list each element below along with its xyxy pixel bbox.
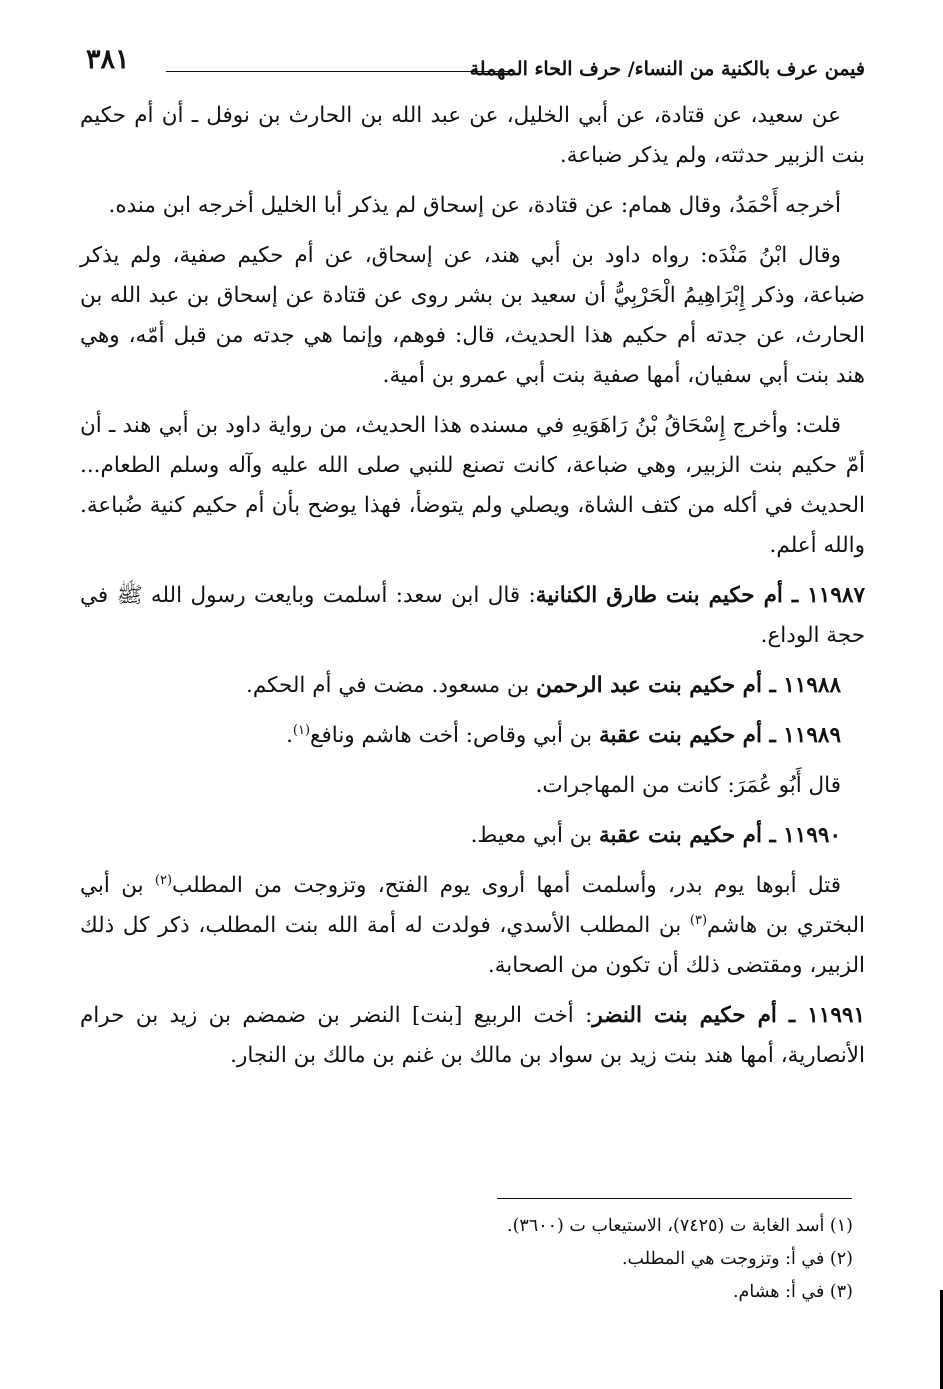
header-rule xyxy=(166,71,513,72)
entry-number: ١١٩٨٨ xyxy=(783,673,841,698)
entry-title: أم حكيم بنت النضر xyxy=(592,1003,777,1028)
paragraph-segment: بن أبي البختري بن هاشم xyxy=(80,873,865,938)
entry-text: بن أبي معيط. xyxy=(470,823,599,848)
entry-number: ١١٩٩١ xyxy=(807,1003,865,1028)
entry-dash: ـ xyxy=(761,723,784,748)
paragraph-segment: قتل أبوها يوم بدر، وأسلمت أمها أروى يوم الفتح، وتزوجت من المطلب xyxy=(172,873,841,898)
footnote: (٢) في أ: وتزوجت هي المطلب. xyxy=(621,1249,853,1269)
paragraph: أخرجه أَحْمَدُ، وقال همام: عن قتادة، عن إسحاق لم يذكر أبا الخليل أخرجه ابن منده. xyxy=(108,193,841,218)
paragraph: وقال ابْنُ مَنْدَه: رواه داود بن أبي هند، عن إسحاق، عن أم حكيم صفية، ولم يذكر ضباعة، وذكر إِبْرَاهِيمُ الْحَرْبِيُّ أن سعيد بن بشر روى عن قتادة عن إسحاق بن عبد الله بن الحارث، عن جدته أم حكيم هذا الحديث، قال: فوهم، وإنما هي جدته من قبل أمّه، وهي هند بنت أبي سفيان، أمها صفية بنت أبي عمرو بن أمية. xyxy=(80,243,865,388)
entry-text: بن مسعود. مضت في أم الحكم. xyxy=(245,673,537,698)
entry-title: أم حكيم بنت عقبة xyxy=(598,723,762,748)
footnote: (٣) في أ: هشام. xyxy=(732,1282,853,1302)
paragraph-segment: بن المطلب الأسدي، فولدت له أمة الله بنت المطلب، ذكر كل ذلك الزبير، ومقتضى ذلك أن تكون من الصحابة. xyxy=(80,913,865,978)
entry-11991 xyxy=(80,996,865,1076)
entry-11990 xyxy=(80,816,865,856)
entry-number: ١١٩٩٠ xyxy=(783,823,841,848)
entry-text: بن أبي وقاص: أخت هاشم ونافع xyxy=(310,723,599,748)
entry-dash: ـ xyxy=(776,1003,808,1028)
paragraph xyxy=(80,866,865,986)
entry-11989 xyxy=(80,716,865,756)
body-text xyxy=(80,96,865,1086)
entry-11988 xyxy=(80,666,865,706)
footnote-ref[interactable]: (١) xyxy=(292,722,311,738)
entry-number: ١١٩٨٧ xyxy=(807,583,865,608)
entry-dash: ـ xyxy=(761,673,784,698)
paragraph: عن سعيد، عن قتادة، عن أبي الخليل، عن عبد الله بن الحارث بن نوفل ـ أن أم حكيم بنت الزبير حدثته، ولم يذكر ضباعة. xyxy=(80,103,865,168)
page-header xyxy=(80,44,865,88)
entry-title: أم حكيم بنت طارق الكنانية xyxy=(535,583,783,608)
paragraph: قلت: وأخرج إِسْحَاقُ بْنُ رَاهَوَيهِ في مسنده هذا الحديث، من رواية داود بن أبي هند ـ أن أمّ حكيم بنت الزبير، وهي ضباعة، كانت تصنع للنبي صلى الله عليه وآله وسلم الطعام... الحديث في أكله من كتف الشاة، ويصلي ولم يتوضأ، فهذا يوضح بأن أم حكيم كنية ضُباعة. والله أعلم. xyxy=(80,413,865,558)
footnote-ref[interactable]: (٣) xyxy=(689,912,708,928)
page-number: ٣٨١ xyxy=(86,44,130,75)
entry-dash: ـ xyxy=(761,823,784,848)
entry-number: ١١٩٨٩ xyxy=(783,723,841,748)
running-title: فيمن عرف بالكنية من النساء/ حرف الحاء المهملة xyxy=(469,58,865,80)
entry-title: أم حكيم بنت عبد الرحمن xyxy=(536,673,762,698)
footnote: (١) أسد الغابة ت (٧٤٢٥)، الاستيعاب ت (٣٦٠٠). xyxy=(507,1216,853,1236)
footnote-ref[interactable]: (٢) xyxy=(154,872,173,888)
paragraph: قال أَبُو عُمَرَ: كانت من المهاجرات. xyxy=(535,773,841,798)
entry-title: أم حكيم بنت عقبة xyxy=(598,823,762,848)
entry-text-end: . xyxy=(286,723,293,748)
entry-dash: ـ xyxy=(782,583,808,608)
entry-text: : قال ابن سعد: أسلمت وبايعت رسول الله ﷺ في حجة الوداع. xyxy=(80,583,865,648)
footnotes xyxy=(80,1210,853,1309)
footnote-separator xyxy=(497,1198,852,1199)
entry-text: : أخت الربيع [بنت] النضر بن ضمضم بن زيد بن حرام الأنصارية، أمها هند بنت زيد بن سواد بن مالك بن غنم بن مالك بن النجار. xyxy=(80,1003,865,1068)
entry-11987 xyxy=(80,576,865,656)
